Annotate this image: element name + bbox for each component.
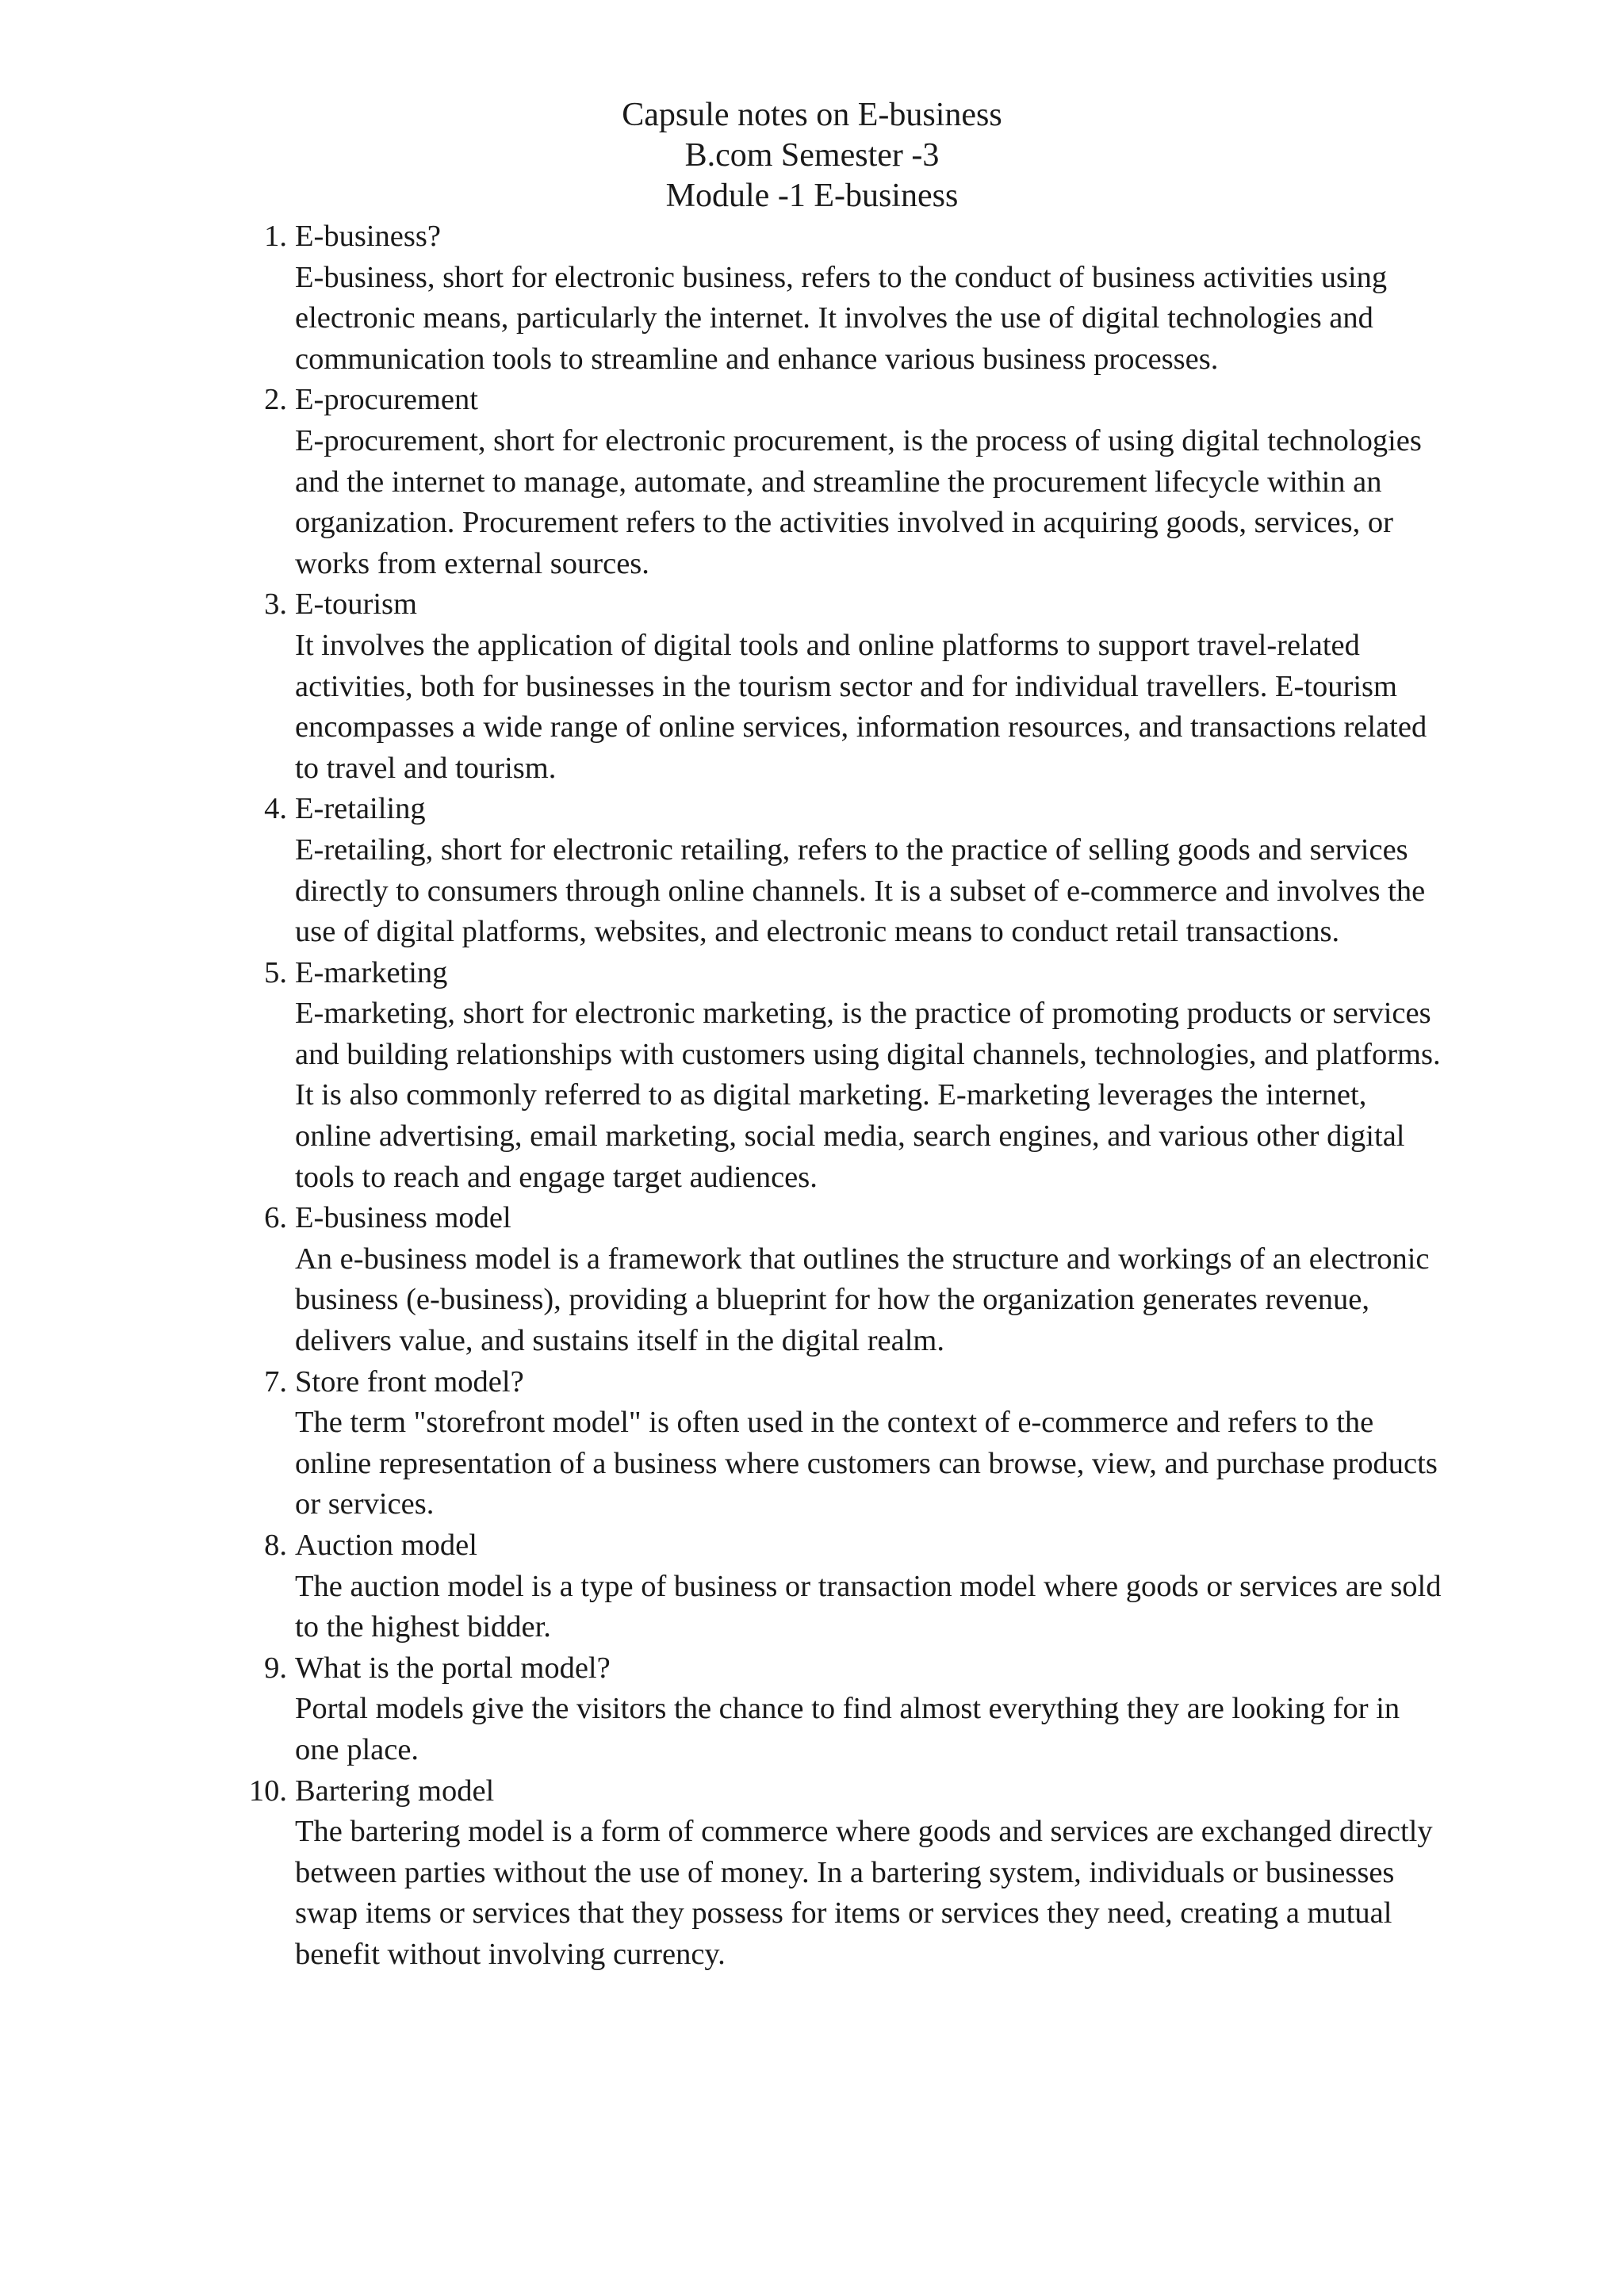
note-heading: Store front model? (295, 1364, 524, 1399)
note-number: 1. (264, 220, 287, 253)
note-number: 3. (264, 587, 287, 622)
note-item (238, 1198, 1443, 1361)
note-item (238, 1525, 1443, 1648)
note-number: 7. (264, 1364, 287, 1399)
note-body: It involves the application of digital tools and online platforms to support travel-related activities, both for businesses in the tourism sector and for individual travellers. E-tourism encompasses a wide range of online services, information resources, and transactions related to travel and tourism. (295, 628, 1427, 785)
note-number: 5. (264, 955, 287, 989)
note-number: 4. (264, 792, 287, 826)
note-heading: Auction model (295, 1529, 477, 1562)
note-heading: E-marketing (295, 955, 448, 989)
note-body: The auction model is a type of business or transaction model where goods or services are sold to the highest bidder. (295, 1569, 1442, 1644)
title-block (0, 95, 1624, 216)
note-heading: E-business? (295, 220, 441, 253)
note-item (238, 953, 1443, 1199)
note-body: E-retailing, short for electronic retailing, refers to the practice of selling goods and services directly to consumers through online channels. It is a subset of e-commerce and involves the use of digital platforms, websites, and electronic means to conduct retail transactions. (295, 832, 1426, 949)
note-body: Portal models give the visitors the chance to find almost everything they are looking for in one place. (295, 1692, 1400, 1766)
note-number: 10. (248, 1774, 287, 1808)
notes-list (238, 216, 1443, 1976)
note-item (238, 789, 1443, 952)
note-body: E-marketing, short for electronic marketing, is the practice of promoting products or services and building relationships with customers using digital channels, technologies, and platforms. It is also commonly referred to as digital marketing. E-marketing leverages the internet, online advertising, email marketing, social media, search engines, and various other digital tools to reach and engage target audiences. (295, 997, 1441, 1194)
note-body: The bartering model is a form of commerce where goods and services are exchanged directly between parties without the use of money. In a bartering system, individuals or businesses swap items or services that they possess for items or services they need, creating a mutual benefit without involving currency. (295, 1815, 1433, 1971)
document-title: Capsule notes on E-business (622, 97, 1002, 133)
module-title: Module -1 E-business (665, 178, 959, 214)
note-heading: Bartering model (295, 1774, 495, 1808)
note-heading: What is the portal model? (295, 1651, 611, 1685)
note-item (238, 1362, 1443, 1525)
note-item (238, 584, 1443, 789)
note-number: 8. (264, 1529, 287, 1562)
note-heading: E-procurement (295, 383, 478, 417)
note-item (238, 1771, 1443, 1976)
note-item (238, 380, 1443, 584)
note-body: The term "storefront model" is often used in the context of e-commerce and refers to the online representation of a business where customers can browse, view, and purchase products or services. (295, 1406, 1438, 1521)
document-subtitle: B.com Semester -3 (684, 137, 940, 174)
note-body: E-procurement, short for electronic procurement, is the process of using digital technologies and the internet to manage, automate, and streamline the procurement lifecycle within an organization. Procurement refers to the activities involved in acquiring goods, services, or works from external sources. (295, 423, 1422, 580)
note-item (238, 1648, 1443, 1771)
note-body: E-business, short for electronic business, refers to the conduct of business activities using electronic means, particularly the internet. It involves the use of digital technologies and communication tools to streamline and enhance various business processes. (295, 260, 1388, 376)
note-number: 2. (264, 383, 287, 417)
note-number: 9. (264, 1651, 287, 1685)
note-heading: E-retailing (295, 792, 426, 826)
note-body: An e-business model is a framework that outlines the structure and workings of an electronic business (e-business), providing a blueprint for how the organization generates revenue, delivers value, and sustains itself in the digital realm. (295, 1242, 1430, 1358)
note-item (238, 216, 1443, 380)
note-number: 6. (264, 1201, 287, 1235)
note-heading: E-tourism (295, 587, 417, 622)
note-heading: E-business model (295, 1201, 511, 1235)
